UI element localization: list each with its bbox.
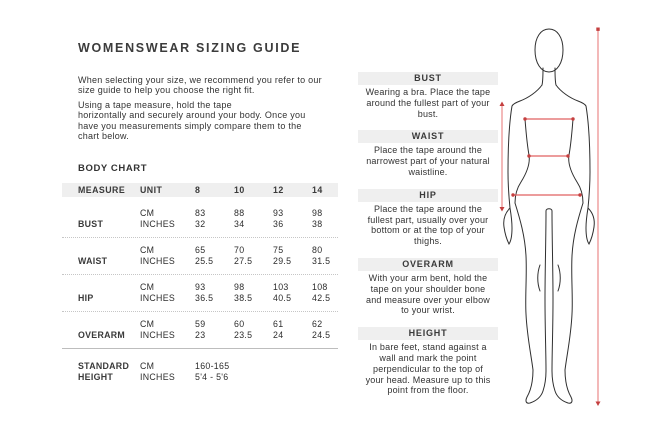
right-hand bbox=[586, 208, 594, 244]
value-cell: 5'4 - 5'6 bbox=[195, 372, 229, 382]
instruction-overarm bbox=[358, 258, 498, 316]
bust-line-end bbox=[523, 117, 526, 120]
bust-line-end bbox=[571, 117, 574, 120]
neck-outline bbox=[555, 68, 556, 85]
hip-line-end bbox=[511, 193, 514, 196]
unit-cm-label: CM bbox=[140, 245, 155, 255]
left-foot bbox=[526, 370, 546, 403]
measurement-instructions bbox=[358, 72, 498, 407]
height-line-arrow-bottom bbox=[596, 402, 601, 407]
value-cell: 25.5 bbox=[195, 256, 214, 266]
body-measurement-diagram bbox=[495, 14, 655, 426]
left-leg-inner bbox=[545, 211, 546, 371]
table-row-overarm bbox=[62, 312, 338, 349]
instruction-title-height: HEIGHT bbox=[358, 327, 498, 340]
unit-cm-label: CM bbox=[140, 319, 155, 329]
instruction-title-hip: HIP bbox=[358, 189, 498, 202]
value-cell: 93 bbox=[195, 282, 206, 292]
instruction-text-hip: Place the tape around the fullest part, usually over your bottom or at the top of your thighs. bbox=[367, 203, 489, 247]
table-header-row bbox=[62, 183, 338, 197]
value-cell: 24.5 bbox=[312, 330, 331, 340]
crotch-line bbox=[546, 209, 552, 211]
left-shoulder-arm bbox=[508, 85, 542, 208]
table-row-hip bbox=[62, 275, 338, 312]
right-leg-inner bbox=[552, 211, 553, 371]
value-cell: 32 bbox=[195, 219, 206, 229]
value-cell: 75 bbox=[273, 245, 284, 255]
value-cell: 61 bbox=[273, 319, 284, 329]
value-cell: 65 bbox=[195, 245, 206, 255]
value-cell: 98 bbox=[234, 282, 245, 292]
value-cell: 23 bbox=[195, 330, 206, 340]
table-row-standard-height bbox=[62, 349, 338, 390]
value-cell: 36 bbox=[273, 219, 284, 229]
right-knee-mark bbox=[558, 265, 560, 291]
neck-outline bbox=[542, 68, 543, 85]
col-header-measure: MEASURE bbox=[78, 185, 126, 195]
value-cell: 83 bbox=[195, 208, 206, 218]
size-table bbox=[62, 183, 338, 390]
value-cell: 62 bbox=[312, 319, 323, 329]
value-cell: 108 bbox=[312, 282, 328, 292]
overarm-line-arrow-top bbox=[500, 102, 505, 107]
height-line-end-top bbox=[596, 28, 599, 31]
value-cell: 88 bbox=[234, 208, 245, 218]
instruction-title-waist: WAIST bbox=[358, 130, 498, 143]
head-outline bbox=[535, 29, 563, 72]
value-cell: 38 bbox=[312, 219, 323, 229]
col-header-size-8: 8 bbox=[195, 185, 201, 195]
instruction-text-height: In bare feet, stand against a wall and mark the point perpendicular to the top of your head. Measure up to this point from the floor. bbox=[365, 342, 491, 396]
value-cell: 42.5 bbox=[312, 293, 331, 303]
right-shoulder-arm bbox=[556, 85, 590, 208]
measure-label: HIP bbox=[78, 293, 94, 303]
value-cell: 23.5 bbox=[234, 330, 253, 340]
waist-line-end bbox=[566, 154, 569, 157]
instruction-text-overarm: With your arm bent, hold the tape on your shoulder bone and measure over your elbow to your wrist. bbox=[366, 272, 490, 316]
value-cell: 103 bbox=[273, 282, 289, 292]
unit-cm-label: CM bbox=[140, 361, 155, 371]
instruction-waist bbox=[358, 130, 498, 177]
value-cell: 38.5 bbox=[234, 293, 253, 303]
body-outline bbox=[504, 29, 595, 403]
right-foot bbox=[552, 370, 572, 403]
value-cell: 160-165 bbox=[195, 361, 230, 371]
col-header-unit: UNIT bbox=[140, 185, 163, 195]
value-cell: 60 bbox=[234, 319, 245, 329]
table-row-waist bbox=[62, 238, 338, 275]
col-header-size-12: 12 bbox=[273, 185, 284, 195]
value-cell: 70 bbox=[234, 245, 245, 255]
right-leg-outer bbox=[565, 203, 583, 370]
body-chart-heading: BODY CHART bbox=[78, 163, 148, 174]
value-cell: 98 bbox=[312, 208, 323, 218]
value-cell: 93 bbox=[273, 208, 284, 218]
value-cell: 40.5 bbox=[273, 293, 292, 303]
page-title: WOMENSWEAR SIZING GUIDE bbox=[78, 41, 302, 55]
instruction-title-overarm: OVERARM bbox=[358, 258, 498, 271]
measure-label: OVERARM bbox=[78, 330, 126, 340]
col-header-size-10: 10 bbox=[234, 185, 245, 195]
value-cell: 34 bbox=[234, 219, 245, 229]
value-cell: 80 bbox=[312, 245, 323, 255]
measure-label: BUST bbox=[78, 219, 104, 229]
unit-inches-label: INCHES bbox=[140, 330, 176, 340]
col-header-size-14: 14 bbox=[312, 185, 323, 195]
measurement-lines bbox=[500, 28, 601, 407]
hip-line-end bbox=[578, 193, 581, 196]
waist-line-end bbox=[527, 154, 530, 157]
value-cell: 27.5 bbox=[234, 256, 253, 266]
left-hand bbox=[504, 208, 512, 244]
instruction-height bbox=[358, 327, 498, 396]
intro-paragraph-2: Using a tape measure, hold the tape horizontally and securely around your body. Once you have you measurements simply compare them to the chart below. bbox=[78, 100, 306, 141]
instruction-text-waist: Place the tape around the narrowest part of your natural waistline. bbox=[366, 145, 490, 177]
value-cell: 36.5 bbox=[195, 293, 214, 303]
measure-label: STANDARD HEIGHT bbox=[78, 361, 130, 382]
right-torso-side bbox=[569, 119, 583, 203]
unit-inches-label: INCHES bbox=[140, 372, 176, 382]
value-cell: 59 bbox=[195, 319, 206, 329]
unit-inches-label: INCHES bbox=[140, 256, 176, 266]
instruction-hip bbox=[358, 189, 498, 247]
left-torso-side bbox=[515, 119, 529, 203]
unit-cm-label: CM bbox=[140, 282, 155, 292]
table-row-bust bbox=[62, 201, 338, 238]
value-cell: 24 bbox=[273, 330, 284, 340]
instruction-title-bust: BUST bbox=[358, 72, 498, 85]
unit-cm-label: CM bbox=[140, 208, 155, 218]
measure-label: WAIST bbox=[78, 256, 108, 266]
left-leg-outer bbox=[515, 203, 533, 370]
instruction-bust bbox=[358, 72, 498, 119]
instruction-text-bust: Wearing a bra. Place the tape around the fullest part of your bust. bbox=[365, 87, 491, 119]
value-cell: 31.5 bbox=[312, 256, 331, 266]
unit-inches-label: INCHES bbox=[140, 293, 176, 303]
intro-paragraph-1: When selecting your size, we recommend you refer to our size guide to help you choose the right fit. bbox=[78, 75, 322, 96]
left-knee-mark bbox=[538, 265, 540, 291]
overarm-line-arrow-bottom bbox=[500, 207, 505, 212]
value-cell: 29.5 bbox=[273, 256, 292, 266]
unit-inches-label: INCHES bbox=[140, 219, 176, 229]
